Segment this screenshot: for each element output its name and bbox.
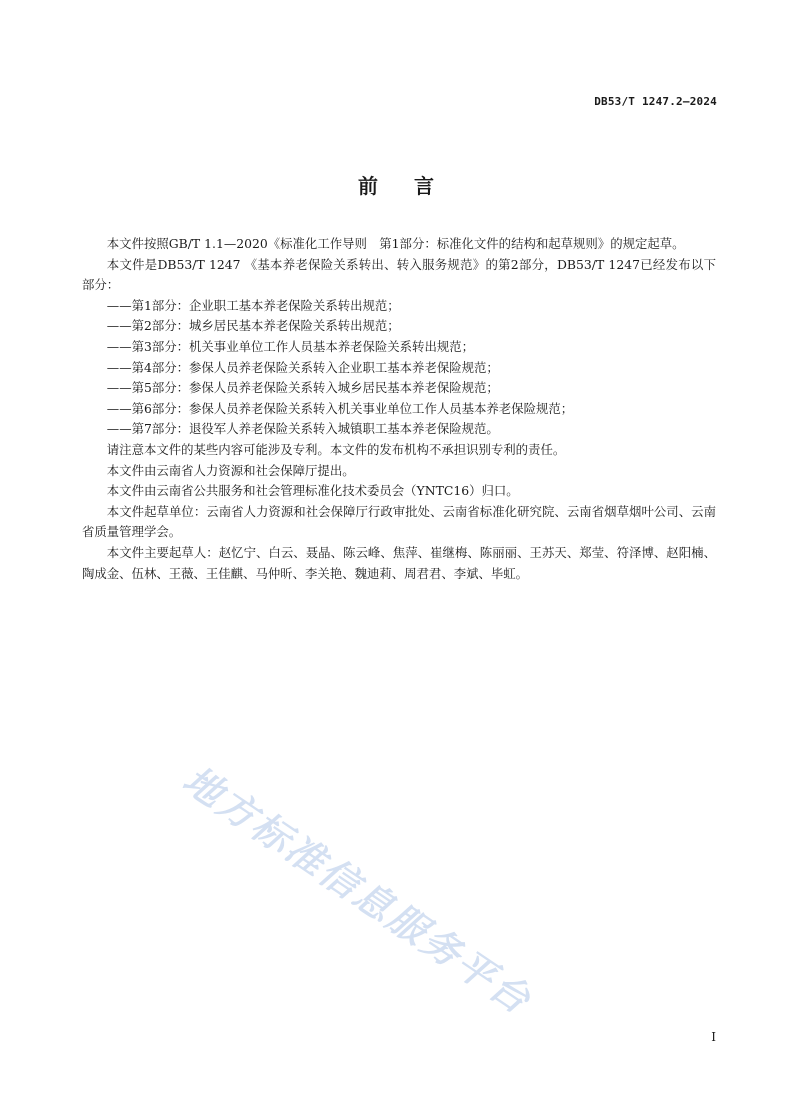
paragraph-drafters: 本文件主要起草人：赵忆宁、白云、聂晶、陈云峰、焦萍、崔继梅、陈丽丽、王苏天、郑莹、符泽博、赵阳楠、陶成金、伍林、王薇、王佳麒、马仲昕、李关艳、魏迪莉、周君君、李斌、毕虹。 — [82, 544, 716, 581]
paragraph-patent-notice: 请注意本文件的某些内容可能涉及专利。本文件的发布机构不承担识别专利的责任。 — [106, 441, 566, 457]
document-code: DB53/T 1247.2—2024 — [594, 95, 717, 108]
foreword-body — [82, 234, 716, 584]
paragraph-drafting-basis: 本文件按照GB/T 1.1—2020《标准化工作导则 第1部分：标准化文件的结构和起草规则》的规定起草。 — [106, 236, 685, 251]
list-item-part-2: ——第2部分：城乡居民基本养老保险关系转出规范； — [106, 318, 400, 334]
paragraph-proposer: 本文件由云南省人力资源和社会保障厅提出。 — [106, 462, 355, 478]
paragraph-technical-committee: 本文件由云南省公共服务和社会管理标准化技术委员会（YNTC16）归口。 — [106, 483, 519, 499]
page-title: 前言 — [358, 174, 470, 198]
list-item-part-7: ——第7部分：退役军人养老保险关系转入城镇职工基本养老保险规范。 — [106, 421, 499, 437]
page-number: I — [711, 1030, 716, 1044]
paragraph-drafting-units: 本文件起草单位：云南省人力资源和社会保障厅行政审批处、云南省标准化研究院、云南省烟草烟叶公司、云南省质量管理学会。 — [82, 503, 716, 540]
watermark: 地方标准信息服务平台 — [175, 757, 540, 1024]
list-item-part-3: ——第3部分：机关事业单位工作人员基本养老保险关系转出规范； — [106, 338, 475, 354]
list-item-part-1: ——第1部分：企业职工基本养老保险关系转出规范； — [106, 297, 400, 313]
paragraph-series-intro: 本文件是DB53/T 1247 《基本养老保险关系转出、转入服务规范》的第2部分，DB53/T 1247已经发布以下部分： — [82, 256, 716, 293]
list-item-part-5: ——第5部分：参保人员养老保险关系转入城乡居民基本养老保险规范； — [106, 380, 499, 396]
list-item-part-6: ——第6部分：参保人员养老保险关系转入机关事业单位工作人员基本养老保险规范； — [106, 400, 574, 416]
list-item-part-4: ——第4部分：参保人员养老保险关系转入企业职工基本养老保险规范； — [106, 359, 499, 375]
